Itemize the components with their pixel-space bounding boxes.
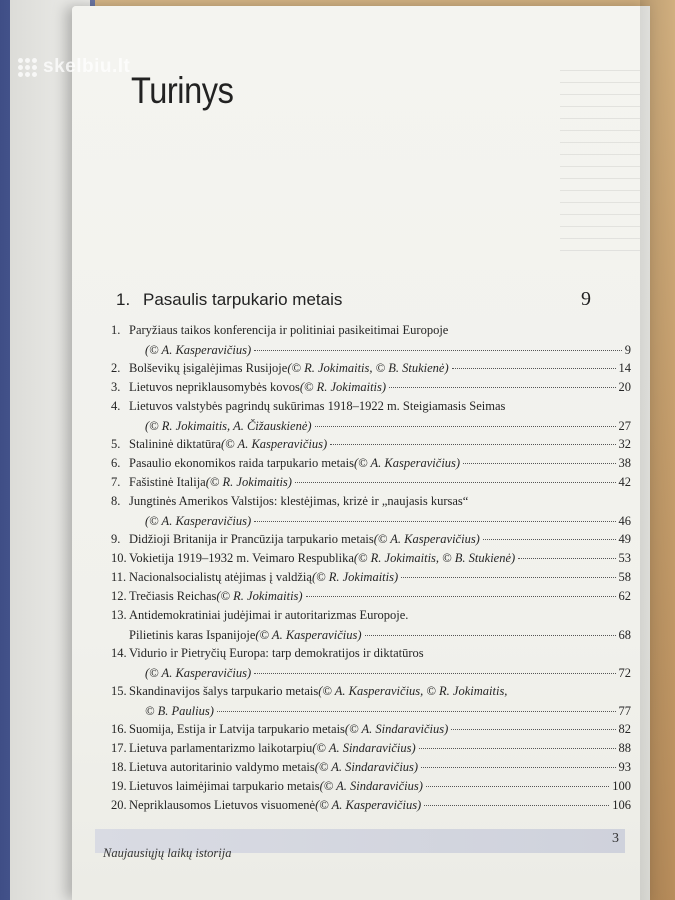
- page-edge-shadow: [640, 0, 675, 900]
- toc-entry-page: 53: [618, 551, 631, 565]
- toc-entry-number: 2.: [111, 361, 121, 375]
- toc-entry-number: 11.: [111, 570, 127, 584]
- toc-dot-leader: [401, 577, 615, 578]
- toc-entry-author: (© A. Kasperavičius): [221, 437, 328, 451]
- toc-entry-author: (© A. Sindaravičius): [344, 722, 449, 736]
- toc-entry-line: [129, 627, 631, 644]
- toc-entry: [111, 645, 631, 682]
- toc-entry-line: [145, 703, 631, 720]
- toc-entry-number: 4.: [111, 399, 121, 413]
- toc-entry-line: [129, 778, 631, 795]
- toc-dot-leader: [254, 673, 615, 674]
- toc-entry-title: Bolševikų įsigalėjimas Rusijoje: [129, 361, 288, 375]
- toc-entry-page: 46: [618, 514, 631, 528]
- toc-entry-title: Vidurio ir Pietryčių Europa: tarp demokratijos ir diktatūros: [129, 646, 424, 660]
- toc-entry-line: [145, 665, 631, 682]
- watermark-text: skelbiu.lt: [43, 56, 131, 77]
- toc-entry-page: 38: [618, 456, 631, 470]
- footer-book-title: Naujausiųjų laikų istorija: [103, 846, 232, 860]
- toc-dot-leader: [330, 444, 615, 445]
- toc-entry-line: [145, 513, 631, 530]
- toc-entry: [111, 759, 631, 776]
- toc-entry-line: [129, 322, 631, 339]
- toc-entry-author: © B. Paulius): [145, 704, 214, 718]
- toc-entry-line: [129, 721, 631, 738]
- toc-entry-line: [129, 569, 631, 586]
- toc-entry-page: 27: [618, 419, 631, 433]
- toc-entry-page: 100: [612, 779, 631, 793]
- watermark: [18, 56, 130, 78]
- toc-entry-line: [129, 379, 631, 396]
- toc-entry-line: [129, 474, 631, 491]
- toc-entry-number: 16.: [111, 722, 127, 736]
- toc-entry: [111, 607, 631, 644]
- toc-entry-number: 8.: [111, 494, 121, 508]
- toc-entry-title: Skandinavijos šalys tarpukario metais: [129, 684, 319, 698]
- toc-entry-author: (© A. Kasperavičius): [353, 456, 461, 470]
- toc-entry-title: Paryžiaus taikos konferencija ir politiniai pasikeitimai Europoje: [129, 323, 449, 337]
- chapter-page: 9: [581, 288, 591, 310]
- toc-entry-number: 12.: [111, 589, 127, 603]
- toc-entry-author: (© A. Sindaravičius): [314, 760, 419, 774]
- toc-dot-leader: [452, 368, 616, 369]
- toc-entry-number: 20.: [111, 798, 127, 812]
- toc-entry: [111, 398, 631, 435]
- toc-dot-leader: [419, 748, 616, 749]
- toc-entry-line: [129, 550, 631, 567]
- toc-entry-page: 77: [618, 704, 631, 718]
- watermark-logo-icon: [18, 58, 37, 77]
- toc-entry-author: (© A. Kasperavičius): [373, 532, 480, 546]
- toc-entry-number: 9.: [111, 532, 121, 546]
- toc-entry-title: Lietuva autoritarinio valdymo metais: [129, 760, 315, 774]
- toc-entry: [111, 721, 631, 738]
- toc-entry: [111, 474, 631, 491]
- toc-entry: [111, 360, 631, 377]
- toc-entry: [111, 683, 631, 720]
- toc-dot-leader: [451, 729, 615, 730]
- toc-entry-title: Antidemokratiniai judėjimai ir autoritarizmas Europoje.: [129, 608, 409, 622]
- toc-entry-title: Lietuva parlamentarizmo laikotarpiu: [129, 741, 313, 755]
- toc-entry-title: Lietuvos nepriklausomybės kovos: [129, 380, 300, 394]
- toc-entry: [111, 740, 631, 757]
- toc-entry-line: [129, 759, 631, 776]
- toc-dot-leader: [426, 786, 609, 787]
- toc-entry: [111, 569, 631, 586]
- toc-entry-title: Lietuvos valstybės pagrindų sukūrimas 1918–1922 m. Steigiamasis Seimas: [129, 399, 506, 413]
- toc-dot-leader: [424, 805, 609, 806]
- toc-entry-title: Stalininė diktatūra: [129, 437, 221, 451]
- toc-entry-author: (© R. Jokimaitis, A. Čižauskienė): [145, 419, 312, 433]
- toc-entry: [111, 550, 631, 567]
- toc-dot-leader: [421, 767, 615, 768]
- toc-entry-title: Fašistinė Italija: [129, 475, 206, 489]
- toc-entry-page: 58: [618, 570, 631, 584]
- toc-entry-line: [129, 360, 631, 377]
- toc-entry-title: Vokietija 1919–1932 m. Veimaro Respublika: [129, 551, 354, 565]
- toc-entry-line: [129, 436, 631, 453]
- footer-page-number: 3: [612, 831, 619, 846]
- toc-entry: [111, 588, 631, 605]
- chapter-heading: [116, 288, 616, 318]
- page-title: Turinys: [131, 70, 234, 111]
- toc-entry-author: (© A. Kasperavičius): [255, 628, 362, 642]
- toc-dot-leader: [315, 426, 616, 427]
- toc-entry-page: 106: [612, 798, 631, 812]
- toc-entry-number: 18.: [111, 760, 127, 774]
- toc-entry-page: 82: [618, 722, 631, 736]
- toc-entry-number: 19.: [111, 779, 127, 793]
- toc-entry-line: [129, 797, 631, 814]
- toc-entry: [111, 797, 631, 814]
- toc-entry-number: 6.: [111, 456, 121, 470]
- toc-entry-author: (© A. Kasperavičius): [145, 343, 252, 357]
- toc-entry-page: 49: [618, 532, 631, 546]
- toc-entry-line: [129, 455, 631, 472]
- toc-entry-page: 20: [618, 380, 631, 394]
- show-through-text: [560, 70, 640, 260]
- toc-entry-author: (© R. Jokimaitis): [205, 475, 292, 489]
- toc-entry-author: (© R. Jokimaitis, © B. Stukienė): [287, 361, 449, 375]
- toc-entry-page: 93: [618, 760, 631, 774]
- toc-entry-author: (© A. Sindaravičius): [312, 741, 416, 755]
- chapter-number: 1.: [116, 290, 131, 309]
- toc-entry-line: [145, 342, 631, 359]
- toc-dot-leader: [217, 711, 616, 712]
- toc-dot-leader: [518, 558, 615, 559]
- toc-entry-page: 72: [618, 666, 631, 680]
- toc-entry: [111, 455, 631, 472]
- toc-entry-number: 13.: [111, 608, 127, 622]
- toc-entry-author: (© A. Kasperavičius): [145, 514, 252, 528]
- toc-entry-author: (© A. Kasperavičius, © R. Jokimaitis,: [318, 684, 508, 698]
- toc-entry-title: Trečiasis Reichas: [129, 589, 217, 603]
- toc-entry-line: [129, 645, 631, 662]
- toc-entry: [111, 379, 631, 396]
- toc-entry-line: [129, 531, 631, 548]
- toc-entry-title: Pilietinis karas Ispanijoje: [129, 628, 256, 642]
- toc-entry-author: (© R. Jokimaitis): [216, 589, 303, 603]
- toc-entry-page: 68: [618, 628, 631, 642]
- toc-entry: [111, 778, 631, 795]
- toc-entry-number: 15.: [111, 684, 127, 698]
- toc-entry-title: Lietuvos laimėjimai tarpukario metais: [129, 779, 320, 793]
- toc-entry-author: (© A. Kasperavičius): [315, 798, 422, 812]
- toc-entry-author: (© A. Sindaravičius): [319, 779, 423, 793]
- toc-entry-author: (© R. Jokimaitis): [299, 380, 387, 394]
- toc-entry-line: [129, 398, 631, 415]
- toc-entry-number: 7.: [111, 475, 121, 489]
- toc-entry: [111, 436, 631, 453]
- toc-entry-line: [129, 740, 631, 757]
- toc-entry-title: Didžioji Britanija ir Prancūzija tarpukario metais: [129, 532, 374, 546]
- toc-dot-leader: [483, 539, 616, 540]
- toc-dot-leader: [254, 350, 622, 351]
- toc-entry-line: [129, 493, 631, 510]
- toc-entry-number: 14.: [111, 646, 127, 660]
- toc-entry: [111, 531, 631, 548]
- toc-dot-leader: [295, 482, 616, 483]
- toc-entry-title: Suomija, Estija ir Latvija tarpukario metais: [129, 722, 345, 736]
- toc-entry-page: 9: [624, 343, 631, 357]
- toc-entry-page: 62: [618, 589, 631, 603]
- toc-dot-leader: [463, 463, 615, 464]
- toc-entry-line: [129, 607, 631, 624]
- toc-entry-title: Pasaulio ekonomikos raida tarpukario metais: [129, 456, 354, 470]
- toc-entry-number: 17.: [111, 741, 127, 755]
- toc-entry: [111, 322, 631, 359]
- chapter-title: Pasaulis tarpukario metais: [143, 290, 343, 309]
- toc-dot-leader: [389, 387, 615, 388]
- toc-entry-number: 1.: [111, 323, 121, 337]
- toc-entry-title: Nacionalsocialistų atėjimas į valdžią: [129, 570, 312, 584]
- toc-entry-page: 14: [618, 361, 631, 375]
- toc-entry-line: [129, 683, 631, 700]
- toc-entry-page: 88: [618, 741, 631, 755]
- toc-entry-line: [145, 418, 631, 435]
- toc-entry-number: 5.: [111, 437, 121, 451]
- toc-entry-line: [129, 588, 631, 605]
- toc-entry-author: (© R. Jokimaitis, © B. Stukienė): [353, 551, 516, 565]
- toc-entry-page: 32: [618, 437, 631, 451]
- toc-dot-leader: [365, 635, 616, 636]
- toc-entry: [111, 493, 631, 530]
- toc-dot-leader: [306, 596, 616, 597]
- toc-entry-page: 42: [618, 475, 631, 489]
- toc-entry-title: Jungtinės Amerikos Valstijos: klestėjimas, krizė ir „naujasis kursas“: [129, 494, 469, 508]
- toc-entry-author: (© A. Kasperavičius): [145, 666, 252, 680]
- toc-dot-leader: [254, 521, 615, 522]
- toc-entry-title: Nepriklausomos Lietuvos visuomenė: [129, 798, 316, 812]
- toc-entry-author: (© R. Jokimaitis): [311, 570, 399, 584]
- toc-entry-number: 3.: [111, 380, 121, 394]
- toc-entry-number: 10.: [111, 551, 127, 565]
